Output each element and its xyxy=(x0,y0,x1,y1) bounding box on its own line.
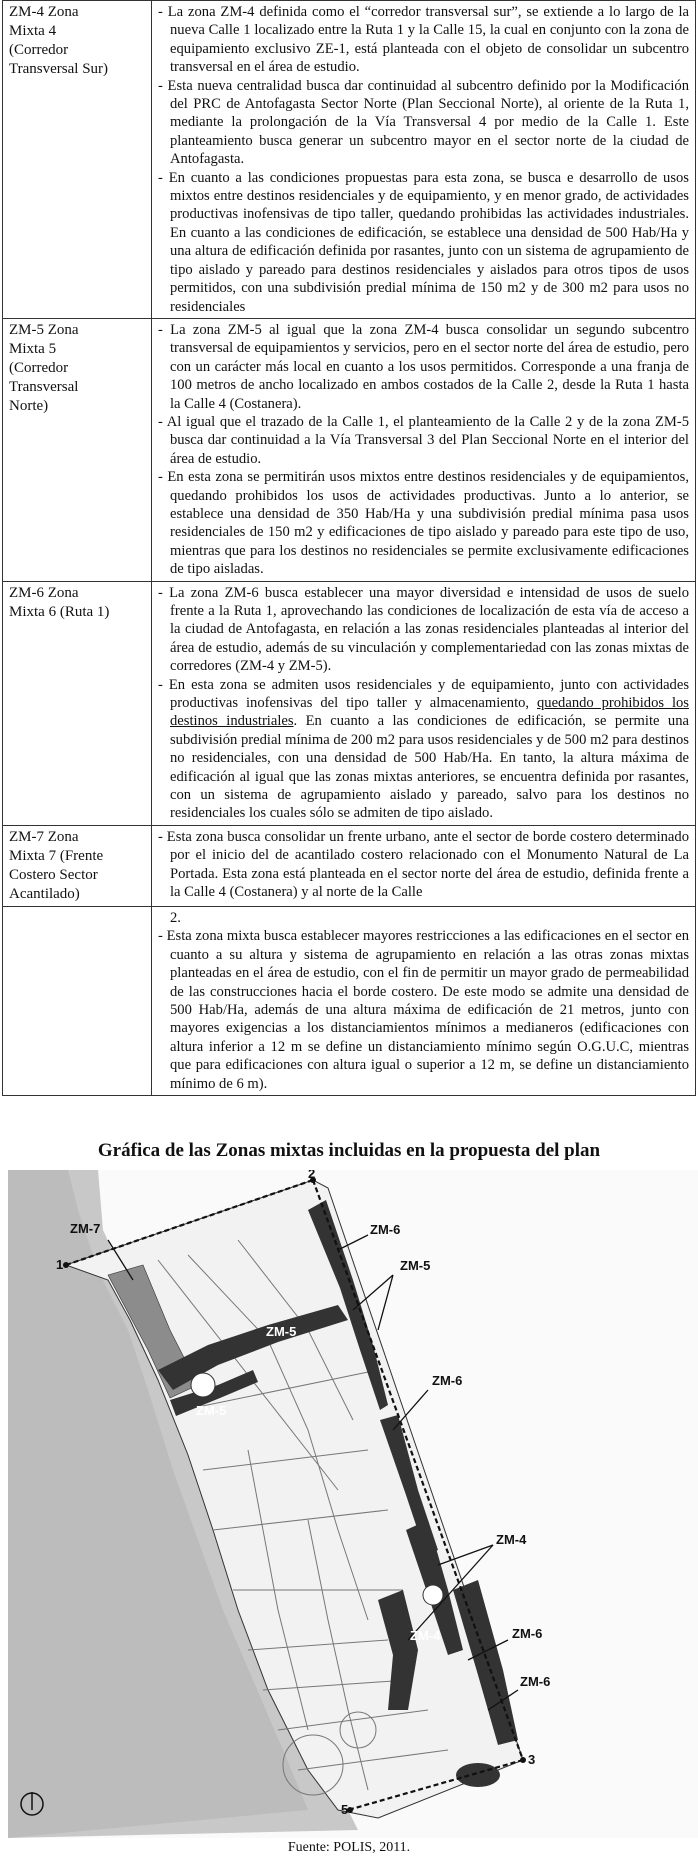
label-zm5-band-low: ZM-5 xyxy=(196,1403,227,1418)
table-row xyxy=(3,318,696,581)
paragraph: - Esta nueva centralidad busca dar continuidad al subcentro definido por la Modificación del PRC de Antofagasta Sector Norte (Plan Seccional Norte), al oriente de la Ruta 1, mediante la prolongación de la Vía Transversal 4 por medio de la Calle 1. Este planteamiento busca generar un subcentro mayor en el sector norte de la ciudad de Antofagasta. xyxy=(158,77,689,169)
point-label: 3 xyxy=(528,1752,536,1767)
zones-table xyxy=(2,0,696,1096)
table-row xyxy=(3,825,696,906)
paragraph xyxy=(158,676,689,823)
zone-name: ZM-7 Zona Mixta 7 (Frente Costero Sector Acantilado) xyxy=(9,828,104,902)
label-zm4-inner: ZM-4 xyxy=(410,1628,441,1643)
label-zm5-right: ZM-5 xyxy=(400,1258,431,1273)
zone-description-cell xyxy=(152,825,696,906)
label-zm7: ZM-7 xyxy=(70,1221,101,1236)
zone-name-cell xyxy=(3,581,152,825)
paragraph: - En cuanto a las condiciones propuestas para esta zona, se busca e desarrollo de usos mixtos entre destinos residenciales y de equipamiento, y en menor grado, de actividades productivas inofensivas de tipo taller, quedando prohibidas las actividades industriales. En cuanto a las condiciones de edificación, se establece una densidad de 500 Hab/Ha y una altura de edificación definida por rasantes, junto con un sistema de agrupamiento de tipo aislado y pareado para destinos residenciales y aislados para otros tipos de usos permitidos, con una subdivisión predial mínima de 150 m2 y de 300 m2 para usos no residenciales xyxy=(158,169,689,316)
label-zm6-low: ZM-6 xyxy=(512,1626,543,1641)
figure-source: Fuente: POLIS, 2011. xyxy=(287,1840,411,1855)
label-zm4: ZM-4 xyxy=(496,1532,527,1547)
zone-name-cell xyxy=(3,318,152,581)
zones-map xyxy=(8,1170,698,1838)
paragraph: - La zona ZM-5 al igual que la zona ZM-4 busca consolidar un segundo subcentro transversal de equipamientos y servicios, pero en el sector norte del área de estudio, pero con un carácter más local en cuanto a los usos permitidos. Corresponde a una franja de 100 metros de ancho localizado en ambos costados de la Calle 2, desde la Ruta 1 hasta la Calle 4 (Costanera). xyxy=(158,321,689,413)
point-label: 2 xyxy=(308,1170,316,1181)
zone-name-cell xyxy=(3,825,152,906)
underlined-text: quedando prohibidos los destinos industriales xyxy=(170,695,689,730)
table-row xyxy=(3,1,696,319)
zone-name: ZM-6 Zona Mixta 6 (Ruta 1) xyxy=(9,584,110,620)
boundary-point xyxy=(63,1262,69,1268)
label-zm6-bottom: ZM-6 xyxy=(520,1674,551,1689)
label-zm6-mid: ZM-6 xyxy=(432,1373,463,1388)
paragraph: - La zona ZM-6 busca establecer una mayor diversidad e intensidad de usos de suelo frente a la Ruta 1, aprovechando las condiciones de localización de esta vía de acceso a la ciudad de Antofagasta, en relación a las zonas residenciales planteadas al interior del área de estudio, además de su vinculación y complementariedad con las zonas mixtas de corredores (ZM-4 y ZM-5). xyxy=(158,584,689,676)
zone-description-cell xyxy=(152,581,696,825)
paragraph-part: . En cuanto a las condiciones de edificación, se permite una subdivisión predial mínima de 200 m2 para usos residenciales y de 500 m2 para destinos no residenciales, con una densidad de 500 Hab/Ha. En tanto, la altura máxima de edificación al igual que las zonas mixtas anteriores, se encuentra definida por rasantes, con un sistema de agrupamiento aislado y pareado, salvo para los destinos no residenciales los cuales sólo se admiten de tipo aislado. xyxy=(170,713,689,822)
paragraph-part: En esta zona se admiten usos residenciales y de equipamiento, junto con actividades productivas inofensivas del tipo taller y almacenamiento, xyxy=(168,676,689,712)
paragraph-continuation: 2. xyxy=(170,909,181,926)
label-zm6-top: ZM-6 xyxy=(370,1222,401,1237)
paragraph: - Al igual que el trazado de la Calle 1, el planteamiento de la Calle 2 y de la zona ZM-5 busca dar continuidad a la Vía Transversal 3 del Plan Seccional Norte en el interior del área de estudio. xyxy=(158,413,689,468)
paragraph: - Esta zona busca consolidar un frente urbano, ante el sector de borde costero determinado por el inicio del de acantilado costero relacionado con el Monumento Natural de La Portada. Esta zona está planteada en el sector norte del área de estudio, definida frente a la Calle 4 (Costanera) y al norte de la Calle xyxy=(158,828,689,902)
roundabout xyxy=(423,1585,443,1605)
label-zm5-band-top: ZM-5 xyxy=(266,1324,297,1339)
paragraph: - Esta zona mixta busca establecer mayores restricciones a las edificaciones en el sector en cuanto a su altura y sistema de agrupamiento en relación a las otras zonas mixtas planteadas en el área de estudio, con el fin de permitir un mayor grado de permeabilidad de las construcciones hacia el borde costero. De este modo se admite una densidad de 500 Hab/Ha, además de una altura máxima de edificación de 21 metros, junto con mayores exigencias a los distanciamientos mínimos a medianeros (edificaciones con altura inferior a 12 m se define un distanciamiento mínimo según O.G.U.C, mientras que para edificaciones con altura igual o superior a 12 m, se define un distanciamiento mínimo de 6 m). xyxy=(158,927,689,1093)
boundary-point xyxy=(520,1757,526,1763)
zone-description-cell xyxy=(152,1,696,319)
point-label: 5 xyxy=(341,1802,349,1817)
table-row xyxy=(3,906,696,1095)
table-row xyxy=(3,581,696,825)
paragraph: - En esta zona se permitirán usos mixtos entre destinos residenciales y de equipamientos, quedando prohibidos los usos de actividades productivas. Junto a lo anterior, se establece una densidad de 350 Hab/Ha y una subdivisión predial mínima pasa usos residenciales de 150 m2 y edificaciones de tipo aislado y pareado para este tipo de uso, mientras que para los destinos no residenciales se permite exclusivamente edificaciones de tipo aisladas. xyxy=(158,468,689,578)
zone-name-cell xyxy=(3,1,152,319)
zone-name: ZM-4 Zona Mixta 4 (Corredor Transversal Sur) xyxy=(9,4,109,77)
zone-name: ZM-5 Zona Mixta 5 (Corredor Transversal Norte) xyxy=(9,321,79,414)
zone-description-cell xyxy=(152,318,696,581)
zone-name-cell-empty xyxy=(3,906,152,1095)
paragraph: - La zona ZM-4 definida como el “corredor transversal sur”, se extiende a lo largo de la nueva Calle 1 localizado entre la Ruta 1 y la Calle 15, la cual en conjunto con la zona de equipamiento exclusivo ZE-1, está planteada con el objeto de consolidar un subcentro transversal en el área de estudio. xyxy=(158,3,689,77)
zone-description-cell xyxy=(152,906,696,1095)
figure-title: Gráfica de las Zonas mixtas incluidas en la propuesta del plan xyxy=(97,1140,601,1161)
zone-dark-oval xyxy=(456,1763,500,1787)
point-label: 1 xyxy=(56,1257,64,1272)
roundabout xyxy=(191,1373,215,1397)
